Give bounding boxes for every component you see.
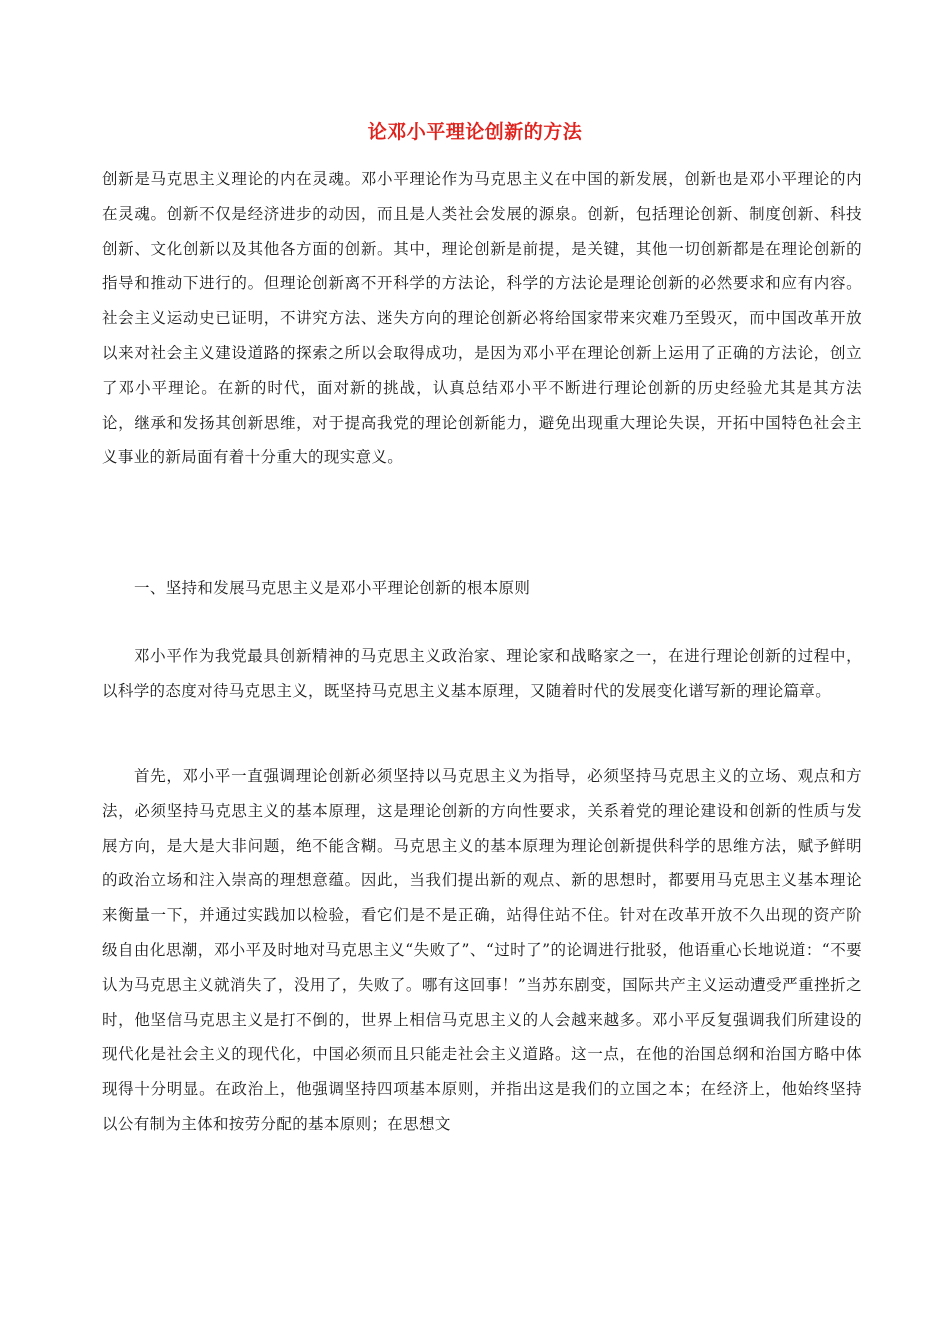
section-heading: 一、坚持和发展马克思主义是邓小平理论创新的根本原则 [134, 579, 531, 597]
intro-paragraph: 创新是马克思主义理论的内在灵魂。邓小平理论作为马克思主义在中国的新发展，创新也是邓小平理论的内在灵魂。创新不仅是经济进步的动因，而且是人类社会发展的源泉。创新，包括理论创新、制度创新、科技创新、文化创新以及其他各方面的创新。其中，理论创新是前提，是关键，其他一切创新都是在理论创新的指导和推动下进行的。但理论创新离不开科学的方法论，科学的方法论是理论创新的必然要求和应有内容。社会主义运动史已证明，不讲究方法、迷失方向的理论创新必将给国家带来灾难乃至毁灭，而中国改革开放以来对社会主义建设道路的探索之所以会取得成功，是因为邓小平在理论创新上运用了正确的方法论，创立了邓小平理论。在新的时代，面对新的挑战，认真总结邓小平不断进行理论创新的历史经验尤其是其方法论，继承和发扬其创新思维，对于提高我党的理论创新能力，避免出现重大理论失误，开拓中国特色社会主义事业的新局面有着十分重大的现实意义。 [102, 170, 862, 467]
body-paragraph: 首先，邓小平一直强调理论创新必须坚持以马克思主义为指导，必须坚持马克思主义的立场、观点和方法，必须坚持马克思主义的基本原理，这是理论创新的方向性要求，关系着党的理论建设和创新的性质与发展方向，是大是大非问题，绝不能含糊。马克思主义的基本原理为理论创新提供科学的思维方法，赋予鲜明的政治立场和注入崇高的理想意蕴。因此，当我们提出新的观点、新的思想时，都要用马克思主义基本理论来衡量一下，并通过实践加以检验，看它们是不是正确，站得住站不住。针对在改革开放不久出现的资产阶级自由化思潮，邓小平及时地对马克思主义“失败了”、“过时了”的论调进行批驳，他语重心长地说道：“不要认为马克思主义就消失了，没用了，失败了。哪有这回事！”当苏东剧变，国际共产主义运动遭受严重挫折之时，他坚信马克思主义是打不倒的，世界上相信马克思主义的人会越来越多。邓小平反复强调我们所建设的现代化是社会主义的现代化，中国必须而且只能走社会主义道路。这一点，在他的治国总纲和治国方略中体现得十分明显。在政治上，他强调坚持四项基本原则，并指出这是我们的立国之本；在经济上，他始终坚持以公有制为主体和按劳分配的基本原则；在思想文 [102, 767, 862, 1133]
document-title: 论邓小平理论创新的方法 [367, 121, 583, 143]
body-paragraph: 邓小平作为我党最具创新精神的马克思主义政治家、理论家和战略家之一，在进行理论创新的过程中，以科学的态度对待马克思主义，既坚持马克思主义基本原理，又随着时代的发展变化谱写新的理论篇章。 [102, 647, 862, 700]
